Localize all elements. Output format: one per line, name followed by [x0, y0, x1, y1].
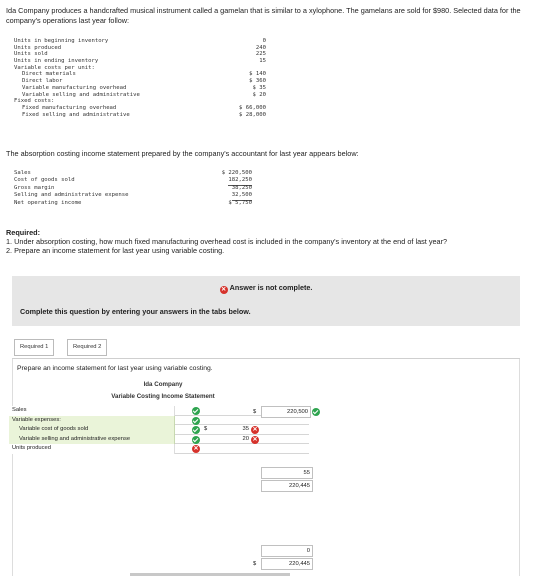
absorption-label: Cost of goods sold	[14, 177, 75, 184]
operations-value: $ 66,000	[239, 104, 266, 111]
operations-row	[14, 71, 266, 78]
correct-check-icon	[192, 426, 200, 434]
absorption-row	[14, 170, 252, 177]
operations-label: Direct labor	[22, 78, 63, 85]
incorrect-x-icon: ✕	[252, 436, 258, 443]
absorption-intro: The absorption costing income statement prepared by the company's accountant for last year appears below:	[6, 149, 359, 158]
absorption-value: 32,500	[232, 192, 252, 200]
operations-label: Fixed manufacturing overhead	[22, 104, 117, 111]
absorption-label: Net operating income	[14, 199, 82, 206]
error-icon: ✕	[221, 287, 227, 293]
absorption-row	[14, 192, 252, 199]
fixed-expenses-input[interactable]: 0	[261, 545, 313, 557]
tab-required-1[interactable]: Required 1	[14, 339, 54, 356]
required-heading: Required:	[6, 228, 41, 237]
operations-row	[14, 65, 266, 72]
absorption-label: Selling and administrative expense	[14, 192, 129, 199]
row-label[interactable]: Units produced	[9, 444, 175, 454]
operations-label: Direct materials	[22, 71, 76, 78]
operations-row	[14, 85, 266, 92]
operations-value: $ 35	[252, 84, 266, 91]
absorption-label: Gross margin	[14, 184, 55, 191]
absorption-row	[14, 200, 252, 207]
correct-check-icon	[192, 417, 200, 425]
statement-title: Variable Costing Income Statement	[111, 393, 215, 400]
operations-row	[14, 51, 266, 58]
panel-prompt: Prepare an income statement for last year using variable costing.	[17, 365, 213, 372]
row-label[interactable]: Variable cost of goods sold	[9, 425, 175, 435]
row-variable-cogs	[9, 425, 309, 435]
sales-input[interactable]: 220,500	[261, 406, 311, 418]
tab-required-2[interactable]: Required 2	[67, 339, 107, 356]
operations-row	[14, 92, 266, 99]
operations-row	[14, 45, 266, 52]
operations-row	[14, 98, 266, 105]
operations-label: Units in ending inventory	[14, 58, 99, 65]
row-label[interactable]: Variable expenses:	[9, 416, 175, 426]
operations-value: $ 20	[252, 91, 266, 98]
total-variable-expenses-input[interactable]: 55	[261, 467, 313, 479]
operations-row	[14, 78, 266, 85]
contribution-margin-input[interactable]: 220,445	[261, 480, 313, 492]
correct-check-icon	[192, 436, 200, 444]
tab-bar	[12, 337, 520, 359]
required-q1: 1. Under absorption costing, how much fixed manufacturing overhead cost is included in the company's inventory at the end of last year?	[6, 237, 448, 246]
operations-data-table	[14, 38, 266, 118]
row-label[interactable]: Sales	[9, 406, 175, 416]
operations-row	[14, 58, 266, 65]
absorption-row	[14, 177, 252, 184]
absorption-value: 182,250	[228, 177, 252, 185]
currency-symbol: $	[204, 426, 208, 432]
absorption-income-statement	[14, 170, 252, 207]
currency-symbol: $	[253, 561, 257, 567]
required-section	[6, 228, 526, 255]
answer-status-bar	[12, 276, 520, 326]
problem-intro: Ida Company produces a handcrafted musical instrument called a gamelan that is similar to a xylophone. The gamelans are sold for $980. Selected data for the company's operations last year follow:	[6, 6, 521, 25]
instructions: Complete this question by entering your answers in the tabs below.	[20, 307, 251, 316]
incorrect-x-icon: ✕	[193, 446, 199, 452]
row-variable-sa	[9, 435, 309, 445]
net-operating-income-input[interactable]: 220,445	[261, 558, 313, 570]
operations-value: $ 28,000	[239, 111, 266, 118]
statement-company: Ida Company	[143, 381, 183, 388]
operations-label: Fixed costs:	[14, 98, 55, 105]
operations-value: 15	[259, 58, 266, 65]
currency-symbol: $	[253, 409, 257, 415]
row-label[interactable]: Variable selling and administrative expense	[9, 435, 175, 445]
tab-panel-required-2	[12, 359, 520, 576]
operations-row	[14, 112, 266, 119]
absorption-label: Sales	[14, 170, 31, 176]
operations-label: Units in beginning inventory	[14, 38, 109, 44]
row-units-produced	[9, 444, 309, 454]
operations-label: Variable costs per unit:	[14, 64, 95, 71]
answer-status: ✕ Answer is not complete.	[221, 283, 313, 293]
absorption-value: $ 220,500	[221, 170, 252, 176]
operations-label: Variable selling and administrative	[22, 91, 140, 98]
operations-value: 240	[255, 44, 266, 51]
absorption-value: 38,250	[231, 184, 252, 191]
operations-label: Units sold	[14, 51, 48, 58]
vcogs-input[interactable]: 35	[242, 426, 249, 432]
operations-label: Units produced	[14, 44, 62, 51]
correct-check-icon	[312, 408, 320, 416]
operations-value: $ 360	[249, 78, 266, 85]
incorrect-x-icon: ✕	[252, 427, 258, 433]
correct-check-icon	[192, 407, 200, 415]
operations-label: Fixed selling and administrative	[22, 111, 130, 118]
operations-value: $ 140	[249, 71, 266, 78]
absorption-value: $ 5,750	[228, 199, 252, 206]
absorption-row	[14, 185, 252, 192]
operations-row	[14, 38, 266, 45]
vsa-input[interactable]: 20	[242, 435, 249, 442]
operations-label: Variable manufacturing overhead	[22, 84, 127, 91]
operations-value: 225	[255, 51, 266, 58]
operations-row	[14, 105, 266, 112]
operations-value: 0	[262, 38, 266, 44]
required-q2: 2. Prepare an income statement for last year using variable costing.	[6, 246, 225, 255]
